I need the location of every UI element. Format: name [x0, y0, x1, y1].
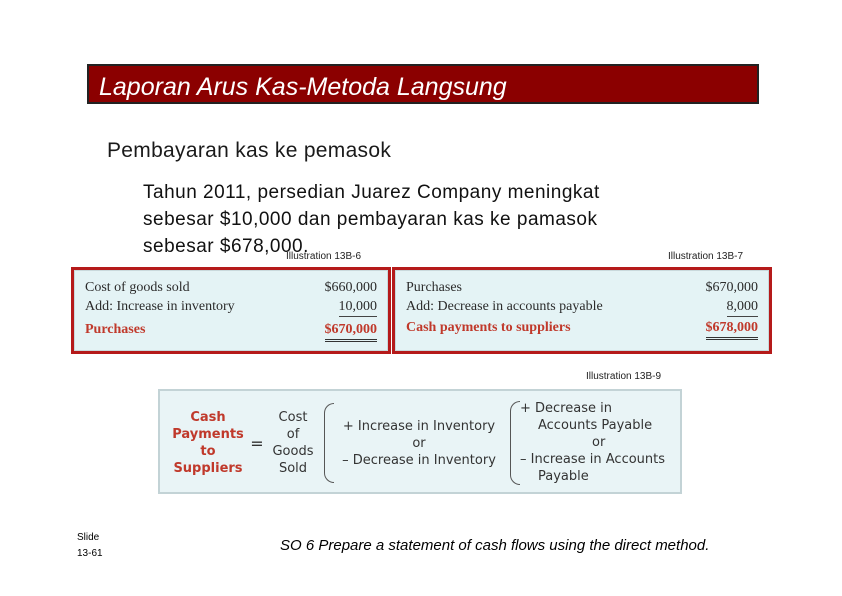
left-brace [510, 401, 520, 485]
statement-row [406, 299, 758, 317]
statement-total-row [85, 322, 377, 340]
formula-text: Payments [172, 427, 244, 442]
formula-text: Cost [278, 410, 308, 425]
formula-text: or [592, 435, 606, 450]
illustration-label-right: Illustration 13B-7 [668, 251, 744, 262]
formula-text: – Increase in Accounts [520, 452, 666, 467]
formula-base [266, 409, 320, 477]
formula-text: + Increase in Inventory [342, 419, 496, 434]
formula-text: to [200, 444, 216, 459]
formula-inventory-adjustment [334, 418, 504, 469]
row-label: Add: Decrease in accounts payable [406, 299, 603, 314]
paragraph-line: Tahun 2011, persedian Juarez Company meningkat [143, 182, 600, 203]
slide-number-label: Slide [77, 532, 100, 543]
row-amount: 8,000 [727, 299, 759, 317]
formula-box [158, 389, 682, 494]
formula-text: Goods [272, 444, 314, 459]
row-amount: $670,000 [325, 322, 378, 342]
formula-text: Payable [538, 469, 589, 484]
row-amount: 10,000 [339, 299, 378, 317]
row-amount: $678,000 [706, 320, 759, 340]
body-paragraph [143, 179, 600, 260]
row-label: Cash payments to suppliers [406, 320, 571, 335]
statement-purchases [75, 271, 387, 350]
footer-objective: SO 6 Prepare a statement of cash flows using the direct method. [280, 537, 710, 554]
formula-text: + Decrease in [520, 401, 612, 416]
statement-row [85, 280, 377, 298]
formula-text: – Decrease in Inventory [342, 453, 496, 468]
slide-subtitle: Pembayaran kas ke pemasok [107, 139, 392, 162]
slide-number [77, 530, 103, 562]
paragraph-line: sebesar $10,000 dan pembayaran kas ke pamasok [143, 209, 598, 230]
statement-row [406, 280, 758, 298]
formula-text: Cash [190, 410, 226, 425]
row-amount: $660,000 [324, 280, 377, 295]
slide-title: Laporan Arus Kas-Metoda Langsung [99, 73, 507, 101]
formula-text: Suppliers [173, 461, 243, 476]
illustration-label-left: Illustration 13B-6 [286, 251, 362, 262]
formula-text: Sold [278, 461, 308, 476]
formula-text: or [412, 436, 426, 451]
formula-text: of [286, 427, 300, 442]
statement-cash-payments [396, 271, 768, 350]
row-amount: $670,000 [705, 280, 758, 295]
slide-number-value: 13-61 [77, 548, 103, 559]
formula-text: Accounts Payable [538, 418, 653, 433]
formula-result [170, 409, 246, 477]
title-bar [87, 64, 759, 104]
row-label: Add: Increase in inventory [85, 299, 235, 314]
illustration-label-formula: Illustration 13B-9 [586, 371, 662, 382]
statement-total-row [406, 320, 758, 338]
statement-row [85, 299, 377, 317]
equals-sign: = [250, 434, 264, 453]
row-label: Purchases [406, 280, 462, 295]
left-brace [324, 403, 334, 483]
paragraph-line: sebesar $678,000. [143, 236, 309, 257]
formula-payables-adjustment [520, 400, 680, 485]
row-label: Purchases [85, 322, 146, 337]
row-label: Cost of goods sold [85, 280, 190, 295]
